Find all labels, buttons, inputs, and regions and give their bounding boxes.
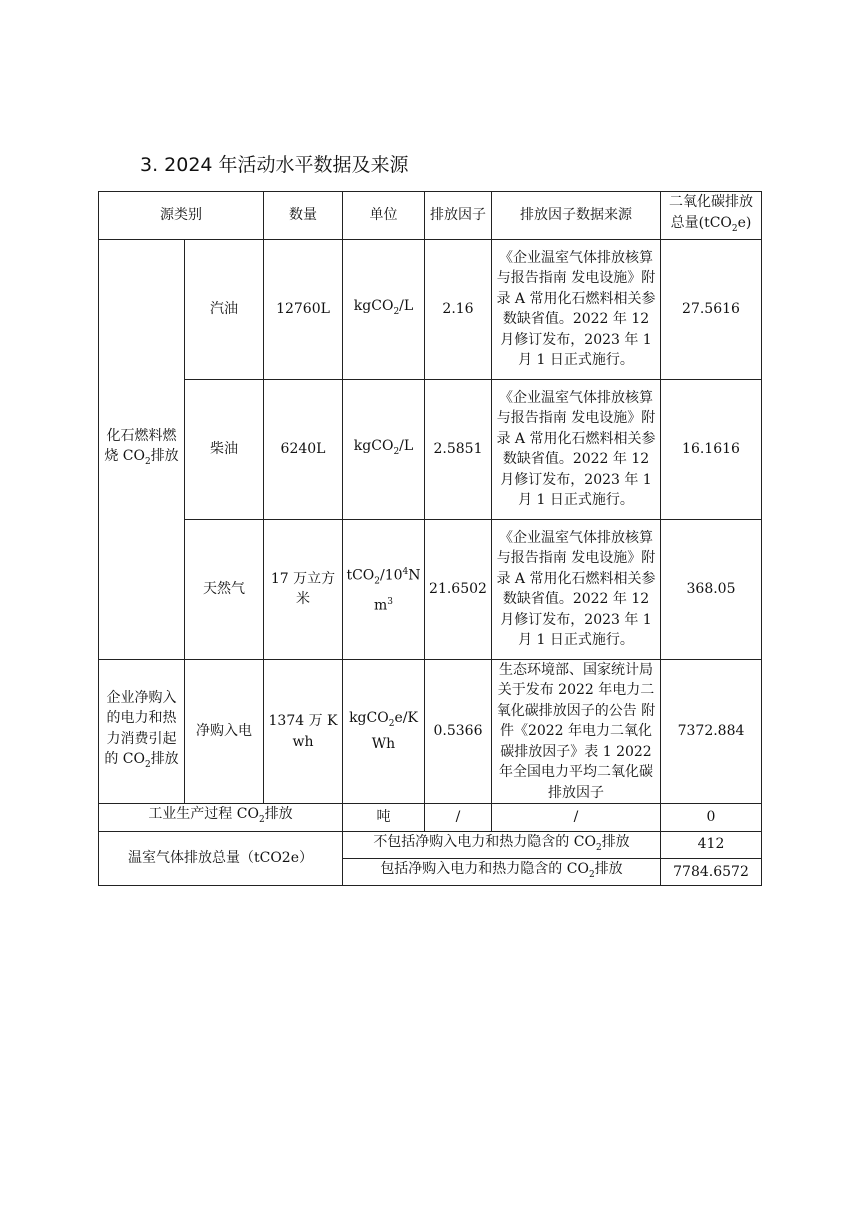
table-row-total-excluding: [99, 831, 762, 858]
header-factor-source: 排放因子数据来源: [492, 192, 661, 240]
fuel-factor-source: 《企业温室气体排放核算与报告指南 发电设施》附录 A 常用化石燃料相关参数缺省值。2022 年 12 月修订发布，2023 年 1 月 1 日正式施行。: [492, 519, 661, 659]
fuel-total: 27.5616: [661, 239, 762, 379]
table-row-gasoline: [99, 239, 762, 379]
fuel-name: 汽油: [185, 239, 264, 379]
fuel-factor: 2.5851: [425, 379, 492, 519]
header-unit: 单位: [343, 192, 425, 240]
industrial-total: 0: [661, 804, 762, 831]
electricity-quantity: 1374 万 Kwh: [264, 659, 343, 804]
industrial-factor-source: /: [492, 804, 661, 831]
electricity-factor-source: 生态环境部、国家统计局关于发布 2022 年电力二氧化碳排放因子的公告 附件《2022 年电力二氧化碳排放因子》表 1 2022 年全国电力平均二氧化碳排放因子: [492, 659, 661, 804]
summary-desc: 不包括净购入电力和热力隐含的 $CO_2$排放: [343, 831, 661, 858]
header-quantity: 数量: [264, 192, 343, 240]
fuel-quantity: 6240L: [264, 379, 343, 519]
table-row-natural-gas: [99, 519, 762, 659]
fuel-quantity: 12760L: [264, 239, 343, 379]
electricity-name: 净购入电: [185, 659, 264, 804]
fuel-name: 天然气: [185, 519, 264, 659]
fuel-factor-source: 《企业温室气体排放核算与报告指南 发电设施》附录 A 常用化石燃料相关参数缺省值。2022 年 12 月修订发布，2023 年 1 月 1 日正式施行。: [492, 379, 661, 519]
electricity-unit: kgCO$_2$e/KWh: [343, 659, 425, 804]
fuel-quantity: 17 万立方米: [264, 519, 343, 659]
summary-value: 412: [661, 831, 762, 858]
header-total: 二氧化碳排放 总量(tCO$_2$e): [661, 192, 762, 240]
summary-desc: 包括净购入电力和热力隐含的 $CO_2$排放: [343, 858, 661, 885]
industrial-label: 工业生产过程 $CO_2$排放: [99, 804, 343, 831]
fuel-unit: $tCO_2/10^4Nm^3$: [343, 519, 425, 659]
fuel-unit: kgCO$_2$/L: [343, 379, 425, 519]
group-electricity: 企业净购入的电力和热力消费引起的 $CO_2$排放: [99, 659, 185, 804]
fuel-factor: 21.6502: [425, 519, 492, 659]
fuel-factor-source: 《企业温室气体排放核算与报告指南 发电设施》附录 A 常用化石燃料相关参数缺省值。2022 年 12 月修订发布，2023 年 1 月 1 日正式施行。: [492, 239, 661, 379]
electricity-factor: 0.5366: [425, 659, 492, 804]
table-row-diesel: [99, 379, 762, 519]
group-fossil-fuel: 化石燃料燃烧 $CO_2$排放: [99, 239, 185, 659]
electricity-total: 7372.884: [661, 659, 762, 804]
header-source-type: 源类别: [99, 192, 264, 240]
fuel-total: 368.05: [661, 519, 762, 659]
summary-value: 7784.6572: [661, 858, 762, 885]
table-header-row: [99, 192, 762, 240]
fuel-factor: 2.16: [425, 239, 492, 379]
summary-label: 温室气体排放总量（tCO2e）: [99, 831, 343, 886]
fuel-total: 16.1616: [661, 379, 762, 519]
fuel-name: 柴油: [185, 379, 264, 519]
table-row-industrial-process: [99, 804, 762, 831]
table-row-purchased-electricity: [99, 659, 762, 804]
emission-data-table: [98, 191, 762, 886]
industrial-factor: /: [425, 804, 492, 831]
fuel-unit: kgCO$_2$/L: [343, 239, 425, 379]
header-factor: 排放因子: [425, 192, 492, 240]
section-heading: 3. 2024 年活动水平数据及来源: [140, 154, 409, 176]
industrial-unit: 吨: [343, 804, 425, 831]
